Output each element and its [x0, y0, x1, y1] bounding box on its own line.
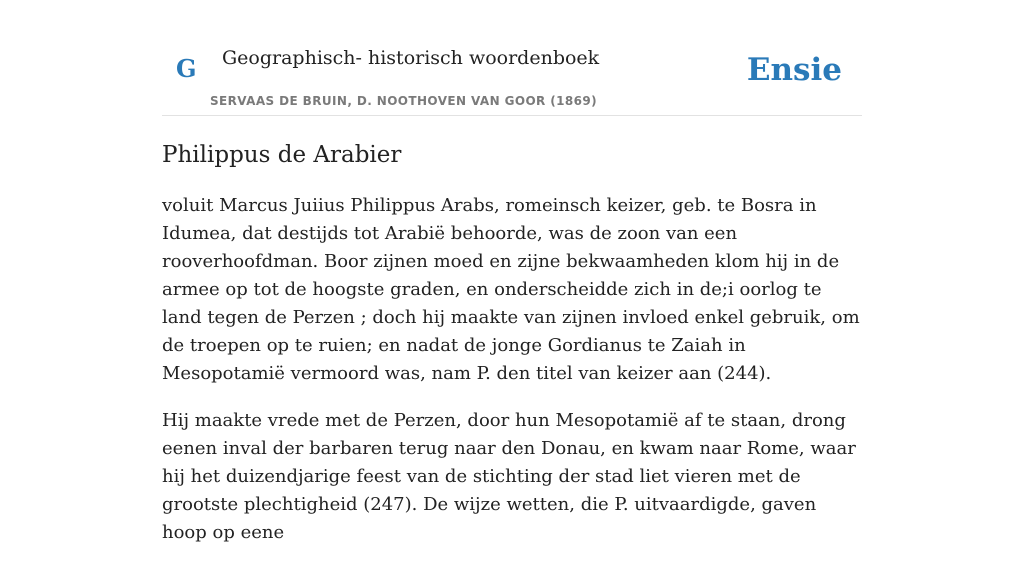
- source-title-link[interactable]: Geographisch- historisch woordenboek: [222, 47, 600, 69]
- entry-paragraph: Hij maakte vrede met de Perzen, door hun Mesopotamië af te staan, drong eenen inval der barbaren terug naar den Donau, en kwam naar Rome, waar hij het duizendjarige feest van de stichting der stad liet vieren met de grootste plechtigheid (247). De wijze wetten, die P. uitvaardigde, gaven hoop op eene: [162, 410, 856, 543]
- ensie-logo[interactable]: Ensie: [746, 52, 842, 88]
- entry-paragraph: voluit Marcus Juiius Philippus Arabs, romeinsch keizer, geb. te Bosra in Idumea, dat destijds tot Arabië behoorde, was de zoon van een rooverhoofdman. Boor zijnen moed en zijne bekwaamheden klom hij in de armee op tot de hoogste graden, en onderscheidde zich in de;i oorlog te land tegen de Perzen ; doch hij maakte van zijnen invloed enkel gebruik, om de troepen op te ruien; en nadat de jonge Gordianus te Zaiah in Mesopotamië vermoord was, nam P. den titel van keizer aan (244).: [162, 195, 860, 384]
- entry-body: [162, 192, 862, 566]
- source-icon[interactable]: G: [176, 54, 197, 83]
- entry-title: Philippus de Arabier: [162, 142, 402, 168]
- source-author: SERVAAS DE BRUIN, D. NOOTHOVEN VAN GOOR (1869): [210, 94, 598, 108]
- source-header: [162, 0, 862, 116]
